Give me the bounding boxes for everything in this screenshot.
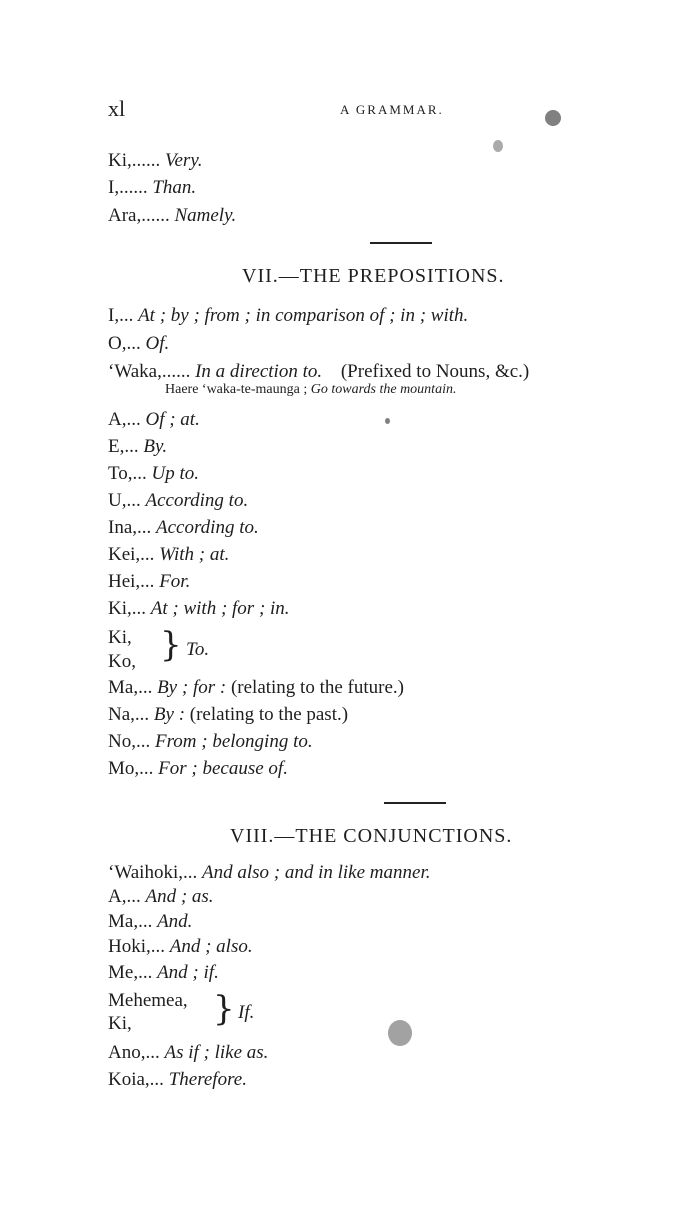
english-gloss: Up to.	[151, 463, 200, 484]
preposition-entry	[108, 598, 290, 620]
section-divider	[384, 802, 446, 804]
adverb-entry	[108, 150, 202, 172]
english-gloss	[186, 639, 209, 661]
english-gloss: For.	[159, 571, 191, 592]
braced-word: Ki,	[108, 627, 132, 648]
maori-word: No,...	[108, 731, 151, 752]
maori-word: E,...	[108, 436, 139, 457]
maori-word: A,...	[108, 886, 141, 907]
preposition-entry	[108, 517, 259, 539]
conjunction-entry	[108, 962, 219, 984]
conjunction-entry	[108, 1042, 268, 1064]
english-gloss: And ; as.	[145, 886, 214, 907]
braced-word: Ki,	[108, 1013, 132, 1034]
english-gloss: By :	[153, 704, 186, 725]
maori-word: Hei,...	[108, 571, 155, 592]
braced-word: Mehemea,	[108, 990, 188, 1011]
maori-word: Kei,...	[108, 544, 155, 565]
english-gloss: As if ; like as.	[164, 1042, 269, 1063]
preposition-entry	[108, 436, 167, 458]
english-gloss: Namely.	[174, 205, 237, 226]
english-gloss: According to.	[156, 517, 259, 538]
preposition-entry	[108, 333, 169, 355]
maori-word: Na,...	[108, 704, 150, 725]
english-gloss: Of ; at.	[145, 409, 200, 430]
example-sentence	[165, 382, 456, 398]
english-gloss: At ; with ; for ; in.	[150, 598, 290, 619]
conjunction-entry	[108, 862, 431, 884]
adverb-entry	[108, 205, 236, 227]
maori-word: A,...	[108, 409, 141, 430]
preposition-entry	[108, 758, 288, 780]
english-gloss: And.	[157, 911, 193, 932]
maori-word: I,......	[108, 177, 148, 198]
page-number: xl	[108, 96, 126, 121]
english-gloss: According to.	[145, 490, 249, 511]
preposition-entry	[108, 490, 248, 512]
maori-word: Ma,...	[108, 911, 153, 932]
english-gloss: From ; belonging to.	[154, 731, 313, 752]
ink-speck	[385, 418, 390, 424]
example-maori: Haere ‘waka-te-maunga ;	[165, 382, 308, 397]
section-heading-prepositions: VII.—THE PREPOSITIONS.	[242, 265, 505, 287]
preposition-entry	[108, 704, 348, 726]
preposition-entry	[108, 361, 529, 383]
maori-word: Hoki,...	[108, 936, 165, 957]
english-gloss	[238, 1002, 254, 1024]
maori-word: Mo,...	[108, 758, 154, 779]
english-gloss: In a direction to.	[195, 361, 323, 382]
maori-word: ‘Waka,......	[108, 361, 191, 382]
preposition-entry	[108, 677, 404, 699]
maori-word: Ano,...	[108, 1042, 160, 1063]
english-gloss: Very.	[165, 150, 203, 171]
maori-word: To,...	[108, 463, 147, 484]
preposition-entry	[108, 731, 313, 753]
english-gloss: Therefore.	[168, 1069, 247, 1090]
example-english: Go towards the mountain.	[310, 382, 457, 397]
maori-word: Ara,......	[108, 205, 170, 226]
preposition-entry	[108, 305, 468, 327]
maori-word: Koia,...	[108, 1069, 164, 1090]
grammar-note: (relating to the future.)	[230, 677, 404, 698]
ink-blot	[545, 110, 561, 126]
english-gloss: Of.	[145, 333, 170, 354]
maori-word: Ki,...	[108, 598, 146, 619]
conjunction-entry	[108, 936, 253, 958]
english-gloss: And ; if.	[157, 962, 219, 983]
english-gloss: For ; because of.	[158, 758, 288, 779]
running-title: A GRAMMAR.	[340, 102, 444, 117]
preposition-entry	[108, 544, 229, 566]
ink-speck	[493, 140, 503, 152]
conjunction-entry	[108, 911, 192, 933]
preposition-entry	[108, 463, 199, 485]
grammar-note: (relating to the past.)	[189, 704, 349, 725]
english-gloss: By.	[143, 436, 168, 457]
maori-word: Me,...	[108, 962, 153, 983]
ink-speck	[388, 1020, 412, 1046]
preposition-entry	[108, 571, 190, 593]
maori-word: Ki,......	[108, 150, 161, 171]
adverb-entry	[108, 177, 196, 199]
english-gloss: At ; by ; from ; in comparison of ; in ; with.	[138, 305, 469, 326]
maori-word: Ina,...	[108, 517, 152, 538]
curly-brace-icon: }	[213, 989, 235, 1029]
maori-word: I,...	[108, 305, 134, 326]
section-divider	[370, 242, 432, 244]
english-gloss: Than.	[152, 177, 197, 198]
maori-word: O,...	[108, 333, 141, 354]
maori-word: U,...	[108, 490, 141, 511]
english-gloss: And ; also.	[169, 936, 253, 957]
maori-word: ‘Waihoki,...	[108, 862, 198, 883]
conjunction-entry	[108, 1069, 247, 1091]
english-gloss: By ; for :	[157, 677, 227, 698]
section-heading-conjunctions: VIII.—THE CONJUNCTIONS.	[230, 825, 513, 847]
braced-word: Ko,	[108, 651, 136, 672]
english-gloss: And also ; and in like manner.	[201, 862, 431, 883]
english-gloss: With ; at.	[159, 544, 230, 565]
english-gloss-text: To.	[186, 639, 210, 660]
preposition-entry	[108, 409, 200, 431]
conjunction-entry	[108, 886, 214, 908]
maori-word: Ma,...	[108, 677, 153, 698]
english-gloss-text: If.	[238, 1002, 255, 1023]
grammar-note: (Prefixed to Nouns, &c.)	[340, 361, 530, 382]
curly-brace-icon: }	[160, 625, 182, 665]
